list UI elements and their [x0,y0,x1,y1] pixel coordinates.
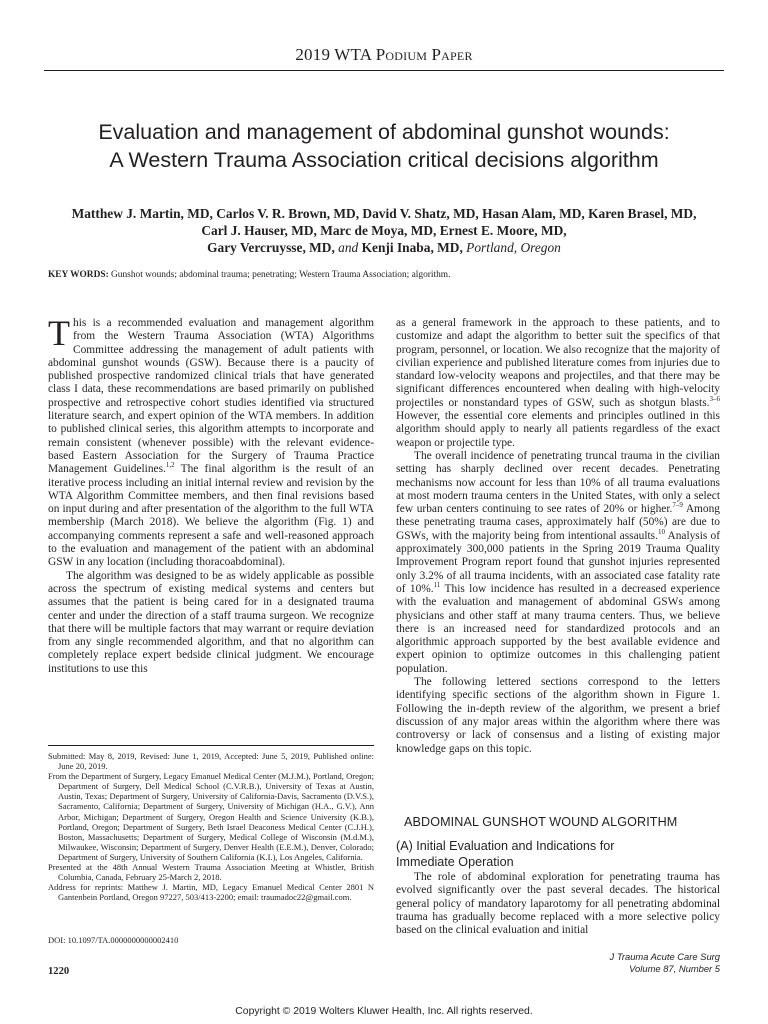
journal-name: J Trauma Acute Care Surg [609,951,720,962]
title-line-2: A Western Trauma Association critical decisions algorithm [109,148,659,172]
paragraph-text: Analysis of approximately 300,000 patients in the Spring 2019 Trauma Quality Improvement Program report found that gunshot injuries represented only 3.2% of all trauma incidents, with an associated case fatality rate of 10%. [396,529,720,595]
authors-line-3b: Kenji Inaba, MD, [361,240,463,255]
paragraph [48,313,374,570]
body-column-right [396,317,720,756]
subsection-heading-line-1: (A) Initial Evaluation and Indications for [396,839,615,853]
authors-line-3 [60,239,708,256]
header-year: 2019 WTA [295,45,372,64]
body-column-left [48,313,374,676]
section-heading: ABDOMINAL GUNSHOT WOUND ALGORITHM [404,815,678,829]
doi: DOI: 10.1097/TA.0000000000002410 [48,935,179,945]
paragraph-text: However, the essential core elements and principles outlined in this algorithm should apply to nearly all patients regardless of the exact weapon or projectile type. [396,410,720,449]
footnote-presented: Presented at the 48th Annual Western Trauma Association Meeting at Whistler, British Columbia, Canada, February 25-March 2, 2018. [48,862,374,883]
citation: 10 [657,527,665,536]
footnote-affiliations: From the Department of Surgery, Legacy Emanuel Medical Center (M.J.M.), Portland, Oregon; Department of Surgery, Dell Medical School (C.V.R.B.), University of Texas at Austin, Austin, Texas; Department of Surgery, University of California-Davis, Sacramento (D.V.S.), Sacramento, California; Department of Surgery, University of Michigan (H.A., G.V.), Ann Arbor, Michigan; Department of Surgery, Oregon Health and Science University (K.B.), Portland, Oregon; Department of Surgery, Beth Israel Deaconess Medical Center (C.J.H.), Boston, Massachusetts; Department of Surgery, Medical College of Wisconsin (M.d.M.), Milwaukee, Wisconsin; Department of Surgery, Denver Health (E.E.M.), Denver, Colorado; Department of Surgery, University of Southern California (K.I.), Los Angeles, California. [48,771,374,862]
footnotes [48,751,374,902]
title-line-1: Evaluation and management of abdominal gunshot wounds: [98,120,670,144]
subsection-heading-line-2: Immediate Operation [396,855,514,869]
header-label: Podium Paper [375,45,473,64]
authors-location: Portland, Oregon [466,240,561,255]
running-header [0,45,768,65]
citation: 11 [433,581,441,590]
paragraph-text: The final algorithm is the result of an iterative process including an initial internal review and revision by the WTA Algorithm Committee members, and then final revisions based on input during and after presentation of the algorithm to the full WTA membership (March 2018). We believe the algorithm (Fig. 1) and accompanying comments represent a safe and well-reasoned approach to the evaluation and management of the patient with an abdominal GSW in any location (including thoracoabdominal). [48,463,374,569]
paragraph-text: as a general framework in the approach to these patients, and to customize and adapt the algorithm to better suit the specifics of that program, personnel, or location. We also recognize that the majority of civilian experience and published literature comes from injuries due to standard low-velocity weapons and projectiles, and that there may be significant differences encountered when dealing with high-velocity projectiles or nonstandard types of GSW, such as shotgun blasts. [396,317,720,409]
paragraph [396,450,720,676]
authors-and: and [338,240,359,255]
footnote-submitted: Submitted: May 8, 2019, Revised: June 1, 2019, Accepted: June 5, 2019, Published online: June 20, 2019. [48,751,374,772]
journal-volume: Volume 87, Number 5 [629,963,720,974]
footnote-reprints: Address for reprints: Matthew J. Martin, MD, Legacy Emanuel Medical Center 2801 N Gantenbein Portland, Oregon 97227, 503/413-2200; email: traumadoc22@gmail.com. [48,882,374,903]
citation: 1,2 [165,461,175,470]
drop-cap: T [48,313,70,353]
copyright-notice: Copyright © 2019 Wolters Kluwer Health, Inc. All rights reserved. [235,1006,533,1017]
paragraph-text: Among these penetrating trauma cases, approximately half (50%) are due to GSWs, with the majority being from intentional assaults. [396,503,720,542]
authors-line-3a: Gary Vercruysse, MD, [207,240,335,255]
citation: 3–6 [709,394,720,403]
keywords [48,270,724,280]
paragraph-text: his is a recommended evaluation and management algorithm from the Western Trauma Association (WTA) Algorithms Committee addressing the management of adult patients with abdominal gunshot wounds (GSW). Because there is a paucity of published prospective randomized clinical trials that have generated class I data, these recommendations are based primarily on published prospective and retrospective cohort studies identified via structured literature search, and expert opinion of the WTA members. In addition to published clinical series, this algorithm attempts to incorporate and remain consistent (whenever possible) with the relevant evidence-based Eastern Association for the Surgery of Trauma Practice Management Guidelines. [48,317,374,476]
paragraph: The following lettered sections correspond to the letters identifying specific sections of the algorithm shown in Figure 1. Following the in-depth review of the algorithm, we present a brief discussion of any major areas within the algorithm where there was controversy or lack of consensus and a listing of existing major knowledge gaps on this topic. [396,676,720,755]
keywords-text: Gunshot wounds; abdominal trauma; penetrating; Western Trauma Association; algorithm. [111,270,451,280]
author-list [60,205,708,256]
paragraph-text: The overall incidence of penetrating truncal trauma in the civilian setting has sharply declined over recent decades. Penetrating mechanisms now account for less than 10% of all trauma evaluations at most modern trauma centers in the United States, with only a select few urban centers continuing to see rates of 20% or higher. [396,449,720,516]
paragraph: The role of abdominal exploration for penetrating trauma has evolved significantly over the past several decades. The historical general policy of mandatory laparotomy for all penetrating abdominal trauma has gradually become replaced with a more selective policy based on the clinical evaluation and initial [396,871,720,937]
footnote-rule [48,745,374,746]
paragraph [396,317,720,450]
keywords-label: KEY WORDS: [48,270,109,280]
journal-citation [610,951,720,975]
subsection-heading [396,838,614,870]
page-number: 1220 [48,966,70,977]
body-column-right-continued [396,871,720,937]
paragraph-text: This low incidence has resulted in a decreased experience with the evaluation and management of abdominal GSWs among physicians and other staff at many trauma centers. Thus, we believe there is an increased need for standardized protocols and an algorithmic approach supported by the best available evidence and expert opinion to optimize outcomes in this challenging patient population. [396,582,720,675]
citation: 7–9 [672,501,683,510]
article-title [40,118,728,174]
header-rule [44,70,724,71]
authors-line-1: Matthew J. Martin, MD, Carlos V. R. Brown, MD, David V. Shatz, MD, Hasan Alam, MD, Karen Brasel, MD, [71,206,697,221]
authors-line-2: Carl J. Hauser, MD, Marc de Moya, MD, Ernest E. Moore, MD, [201,223,567,238]
paragraph: The algorithm was designed to be as widely applicable as possible across the spectrum of existing medical systems and centers but assumes that the patient is being cared for in a designated trauma center and under the direction of a staff trauma surgeon. We recognize that there will be multiple factors that may warrant or require deviation from any single recommended algorithm, and that no algorithm can completely replace expert bedside clinical judgment. We encourage institutions to use this [48,569,374,675]
